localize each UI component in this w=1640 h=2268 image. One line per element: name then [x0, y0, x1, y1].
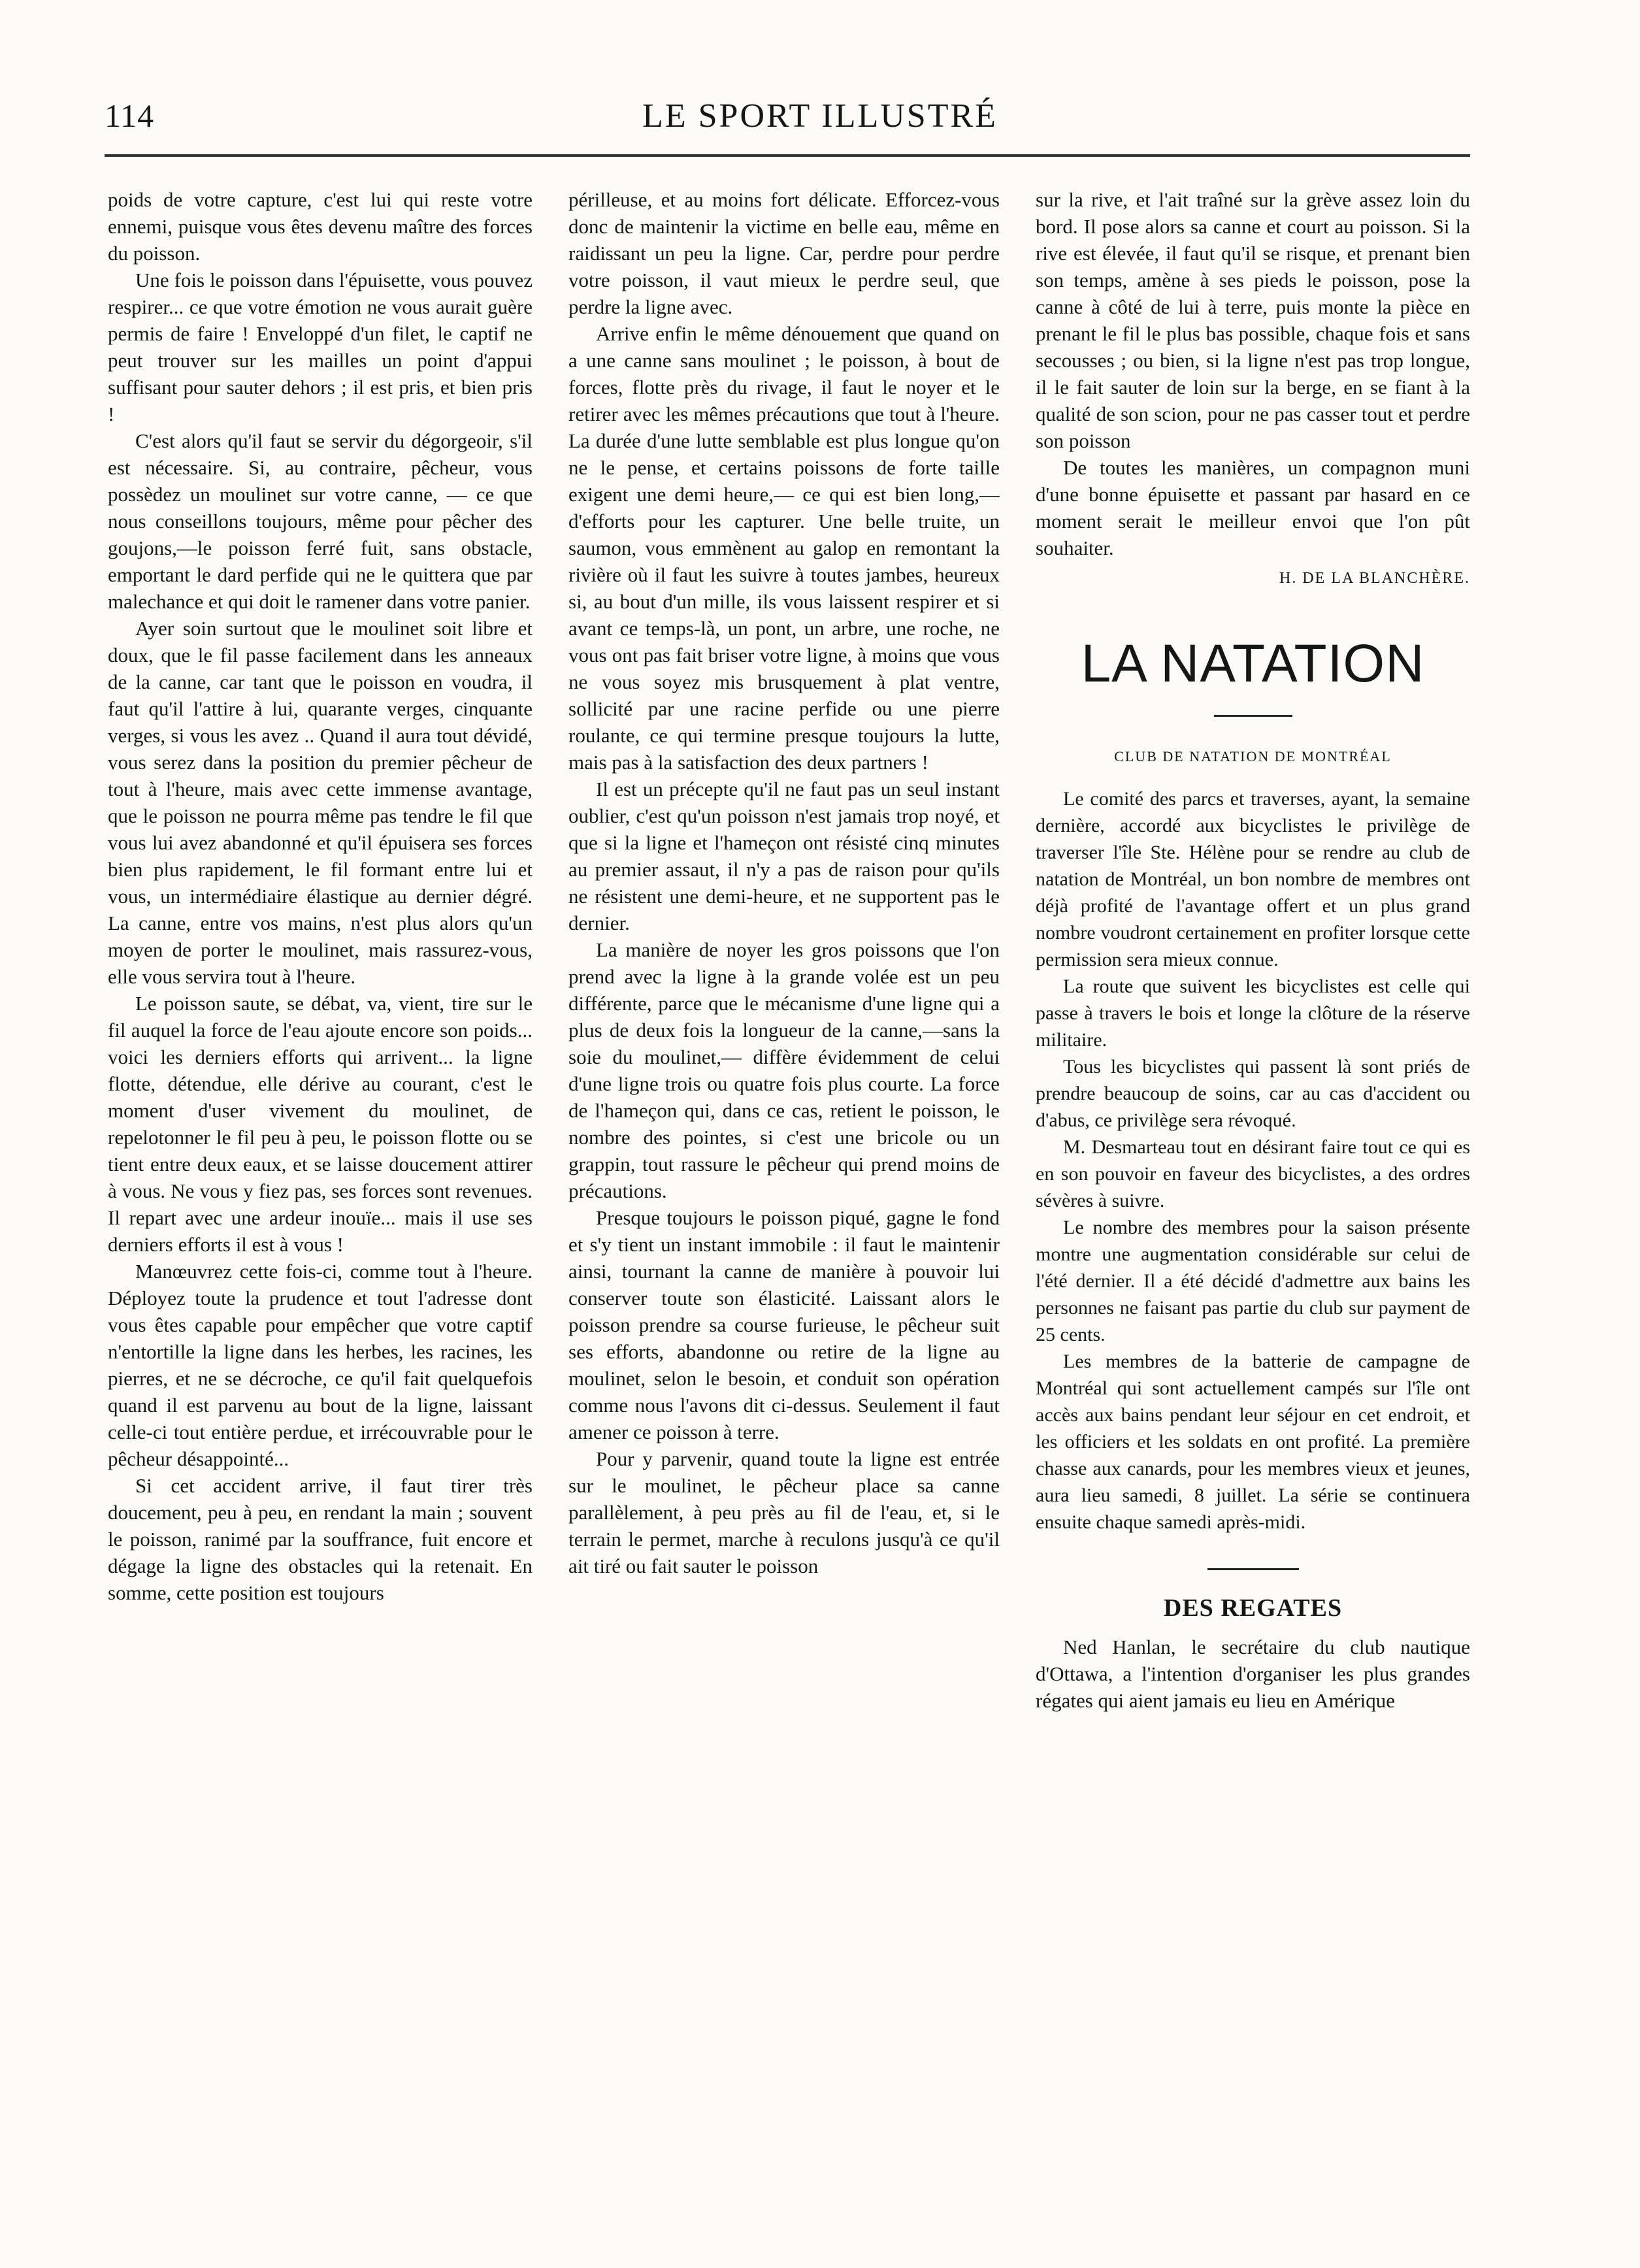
paragraph: Le comité des parcs et traverses, ayant, la semaine dernière, accordé aux bicyclistes le privilège de traverser l'île Ste. Hélène pour se rendre au club de natation de Montréal, un bon nombre de membres ont déjà profité de l'avantage offert et un plus grand nombre voudront certainement en profiter lorsque cette permission sera mieux connue. [1036, 788, 1470, 970]
section-divider [1207, 1568, 1299, 1570]
paragraph: Ned Hanlan, le secrétaire du club nautique d'Ottawa, a l'intention d'organiser les plus grandes régates qui aient jamais eu lieu en Amérique [1036, 1635, 1470, 1712]
paragraph: Le poisson saute, se débat, va, vient, tire sur le fil auquel la force de l'eau ajoute encore son poids... voici les derniers efforts qui arrivent... la ligne flotte, détendue, elle dérive au courant, c'est le moment d'user vivement du moulinet, de repelotonner le fil peu à peu, le poisson flotte ou se tient entre deux eaux, et se laisse doucement attirer à vous. Ne vous y fiez pas, ses forces sont revenues. Il repart avec une ardeur inouïe... mais il use ses derniers efforts il est à vous ! [108, 992, 533, 1256]
paragraph: Le nombre des membres pour la saison présente montre une augmentation considérable sur celui de l'été dernier. Il a été décidé d'admettre aux bains les personnes ne faisant pas partie du club sur payment de 25 cents. [1036, 1217, 1470, 1345]
natation-article [1036, 785, 1470, 1536]
paragraph: C'est alors qu'il faut se servir du dégorgeoir, s'il est nécessaire. Si, au contraire, pêcheur, vous possèdez un moulinet sur votre canne, — ce que nous conseillons toujours, même pour pêcher des goujons,—le poisson ferré fuit, sans obstacle, emportant le dard perfide qui ne le quittera que par malechance et qui doit le ramener dans votre panier. [108, 429, 533, 613]
column-3 [1036, 186, 1470, 2225]
paragraph: sur la rive, et l'ait traîné sur la grève assez loin du bord. Il pose alors sa canne et court au poisson. Si la rive est élevée, il faut qu'il se risque, et prenant bien son temps, amène à ses pieds le poisson, pose la canne à côté de lui à terre, puis monte la pièce en prenant le fil le plus bas possible, chaque fois et sans secousses ; ou bien, si la ligne n'est pas trop longue, il le fait sauter de loin sur la berge, en se fiant à la qualité de son scion, pour ne pas casser tout et perdre son poisson [1036, 188, 1470, 452]
column-2 [568, 186, 1000, 2225]
paragraph: Les membres de la batterie de campagne de Montréal qui sont actuellement campés sur l'île ont accès aux bains pendant leur séjour en cet endroit, et les officiers et les soldats en ont profité. La première chasse aux canards, pour les membres vieux et jeunes, aura lieu samedi, 8 juillet. La série se continuera ensuite chaque samedi après-midi. [1036, 1351, 1470, 1533]
section-title-regates: DES REGATES [1163, 1594, 1343, 1622]
paragraph: Pour y parvenir, quand toute la ligne est entrée sur le moulinet, le pêcheur place sa canne parallèlement, à peu près au fil de l'eau, et, si le terrain le permet, marche à reculons jusqu'à ce qu'il ait tiré ou fait sauter le poisson [568, 1447, 1000, 1577]
paragraph: Manœuvrez cette fois-ci, comme tout à l'heure. Déployez toute la prudence et tout l'adresse dont vous êtes capable pour empêcher que votre captif n'entortille la ligne dans les herbes, les racines, les pierres, et ne se décroche, ce qu'il fait quelquefois quand il est parvenu au bout de la ligne, laissant celle-ci tout entière perdue, et irrécouvrable pour le pêcheur désappointé... [108, 1260, 533, 1470]
paragraph: poids de votre capture, c'est lui qui reste votre ennemi, puisque vous êtes devenu maître des forces du poisson. [108, 188, 533, 265]
club-heading: CLUB DE NATATION DE MONTRÉAL [1114, 748, 1392, 764]
paragraph: Tous les bicyclistes qui passent là sont priés de prendre beaucoup de soins, car au cas d'accident ou d'abus, ce privilège sera révoqué. [1036, 1056, 1470, 1131]
article-byline: H. DE LA BLANCHÈRE. [1279, 570, 1470, 587]
paragraph: Une fois le poisson dans l'épuisette, vous pouvez respirer... ce que votre émotion ne vous aurait guère permis de faire ! Enveloppé d'un filet, le captif ne peut trouver sur les mailles un point d'appui suffisant pour sauter dehors ; il est pris, et bien pris ! [108, 269, 533, 425]
header-divider [105, 154, 1470, 157]
paragraph: Ayer soin surtout que le moulinet soit libre et doux, que le fil passe facilement dans les anneaux de la canne, car tant que le poisson en voudra, il faut qu'il l'attire à lui, quarante verges, cinquante verges, si vous les avez .. Quand il aura tout dévidé, vous serez dans la position du premier pêcheur de tout à l'heure, mais avec cette immense avantage, que le poisson ne pourra même pas tendre le fil que vous lui avez abandonné et qu'il épuisera ses forces bien plus rapidement, le fil formant entre lui et vous, un intermédiaire élastique au dernier dégré. La canne, entre vos mains, n'est plus alors qu'un moyen de porter le moulinet, mais rassurez-vous, elle vous servira tout à l'heure. [108, 617, 533, 988]
paragraph: Presque toujours le poisson piqué, gagne le fond et s'y tient un instant immobile : il faut le maintenir ainsi, tournant la canne de manière à pouvoir lui conserver toute son élasticité. Laissant alors le poisson prendre sa course furieuse, le pêcheur suit ses efforts, abandonne ou retire de la ligne au moulinet, selon le besoin, et conduit son opération comme nous l'avons dit ci-dessus. Seulement il faut amener ce poisson à terre. [568, 1206, 1000, 1443]
paragraph: périlleuse, et au moins fort délicate. Efforcez-vous donc de maintenir la victime en belle eau, même en raidissant un peu la ligne. Car, perdre pour perdre votre poisson, il vaut mieux le perdre seul, que perdre la ligne avec. [568, 188, 1000, 318]
paragraph: M. Desmarteau tout en désirant faire tout ce qui es en son pouvoir en faveur des bicyclistes, a des ordres sévères à suivre. [1036, 1136, 1470, 1211]
paragraph: La manière de noyer les gros poissons que l'on prend avec la ligne à la grande volée est un peu différente, parce que le mécanisme d'une ligne qui a plus de deux fois la longueur de la canne,—sans la soie du moulinet,— diffère évidemment de celui d'une ligne trois ou quatre fois plus courte. La force de l'hameçon qui, dans ce cas, retient le poisson, le nombre des pointes, si c'est une bricole ou un grappin, tout rassure le pêcheur qui prend moins de précautions. [568, 938, 1000, 1202]
column-1 [108, 186, 533, 2225]
newspaper-title: LE SPORT ILLUSTRÉ [642, 97, 998, 135]
section-title-natation: LA NATATION [1081, 634, 1425, 693]
paragraph: Si cet accident arrive, il faut tirer très doucement, peu à peu, en rendant la main ; souvent le poisson, ranimé par la souffrance, fuit encore et dégage la ligne des obstacles qui la retenait. En somme, cette position est toujours [108, 1474, 533, 1604]
paragraph: La route que suivent les bicyclistes est celle qui passe à travers le bois et longe la clôture de la réserve militaire. [1036, 976, 1470, 1051]
title-divider [1214, 715, 1292, 717]
paragraph: De toutes les manières, un compagnon muni d'une bonne épuisette et passant par hasard en ce moment serait le meilleur envoi que l'on pût souhaiter. [1036, 456, 1470, 559]
page-number: 114 [105, 97, 155, 134]
paragraph: Il est un précepte qu'il ne faut pas un seul instant oublier, c'est qu'un poisson n'est jamais trop noyé, et que si la ligne et l'hameçon ont résisté cinq minutes au premier assaut, il n'y a pas de raison pour qu'ils ne résistent une demi-heure, et ne supportent pas le dernier. [568, 778, 1000, 934]
paragraph: Arrive enfin le même dénouement que quand on a une canne sans moulinet ; le poisson, à bout de forces, flotte près du rivage, il faut le noyer et le retirer avec les mêmes précautions que tout à l'heure. La durée d'une lutte semblable est plus longue qu'on ne le pense, et certains poissons de forte taille exigent une demi heure,— ce qui est bien long,—d'efforts pour les capturer. Une belle truite, un saumon, vous emmènent au galop en remontant la rivière où il faut les suivre à toutes jambes, heureux si, au bout d'un mille, ils vous laissent respirer et si avant ce temps-là, un pont, un arbre, une roche, ne vous ont pas fait briser votre ligne, à moins que vous ne vous soyez mis brusquement à plat ventre, sollicité par une racine perfide ou une pierre roulante, ce qui termine presque toujours la lutte, mais pas à la satisfaction des deux partners ! [568, 322, 1000, 774]
